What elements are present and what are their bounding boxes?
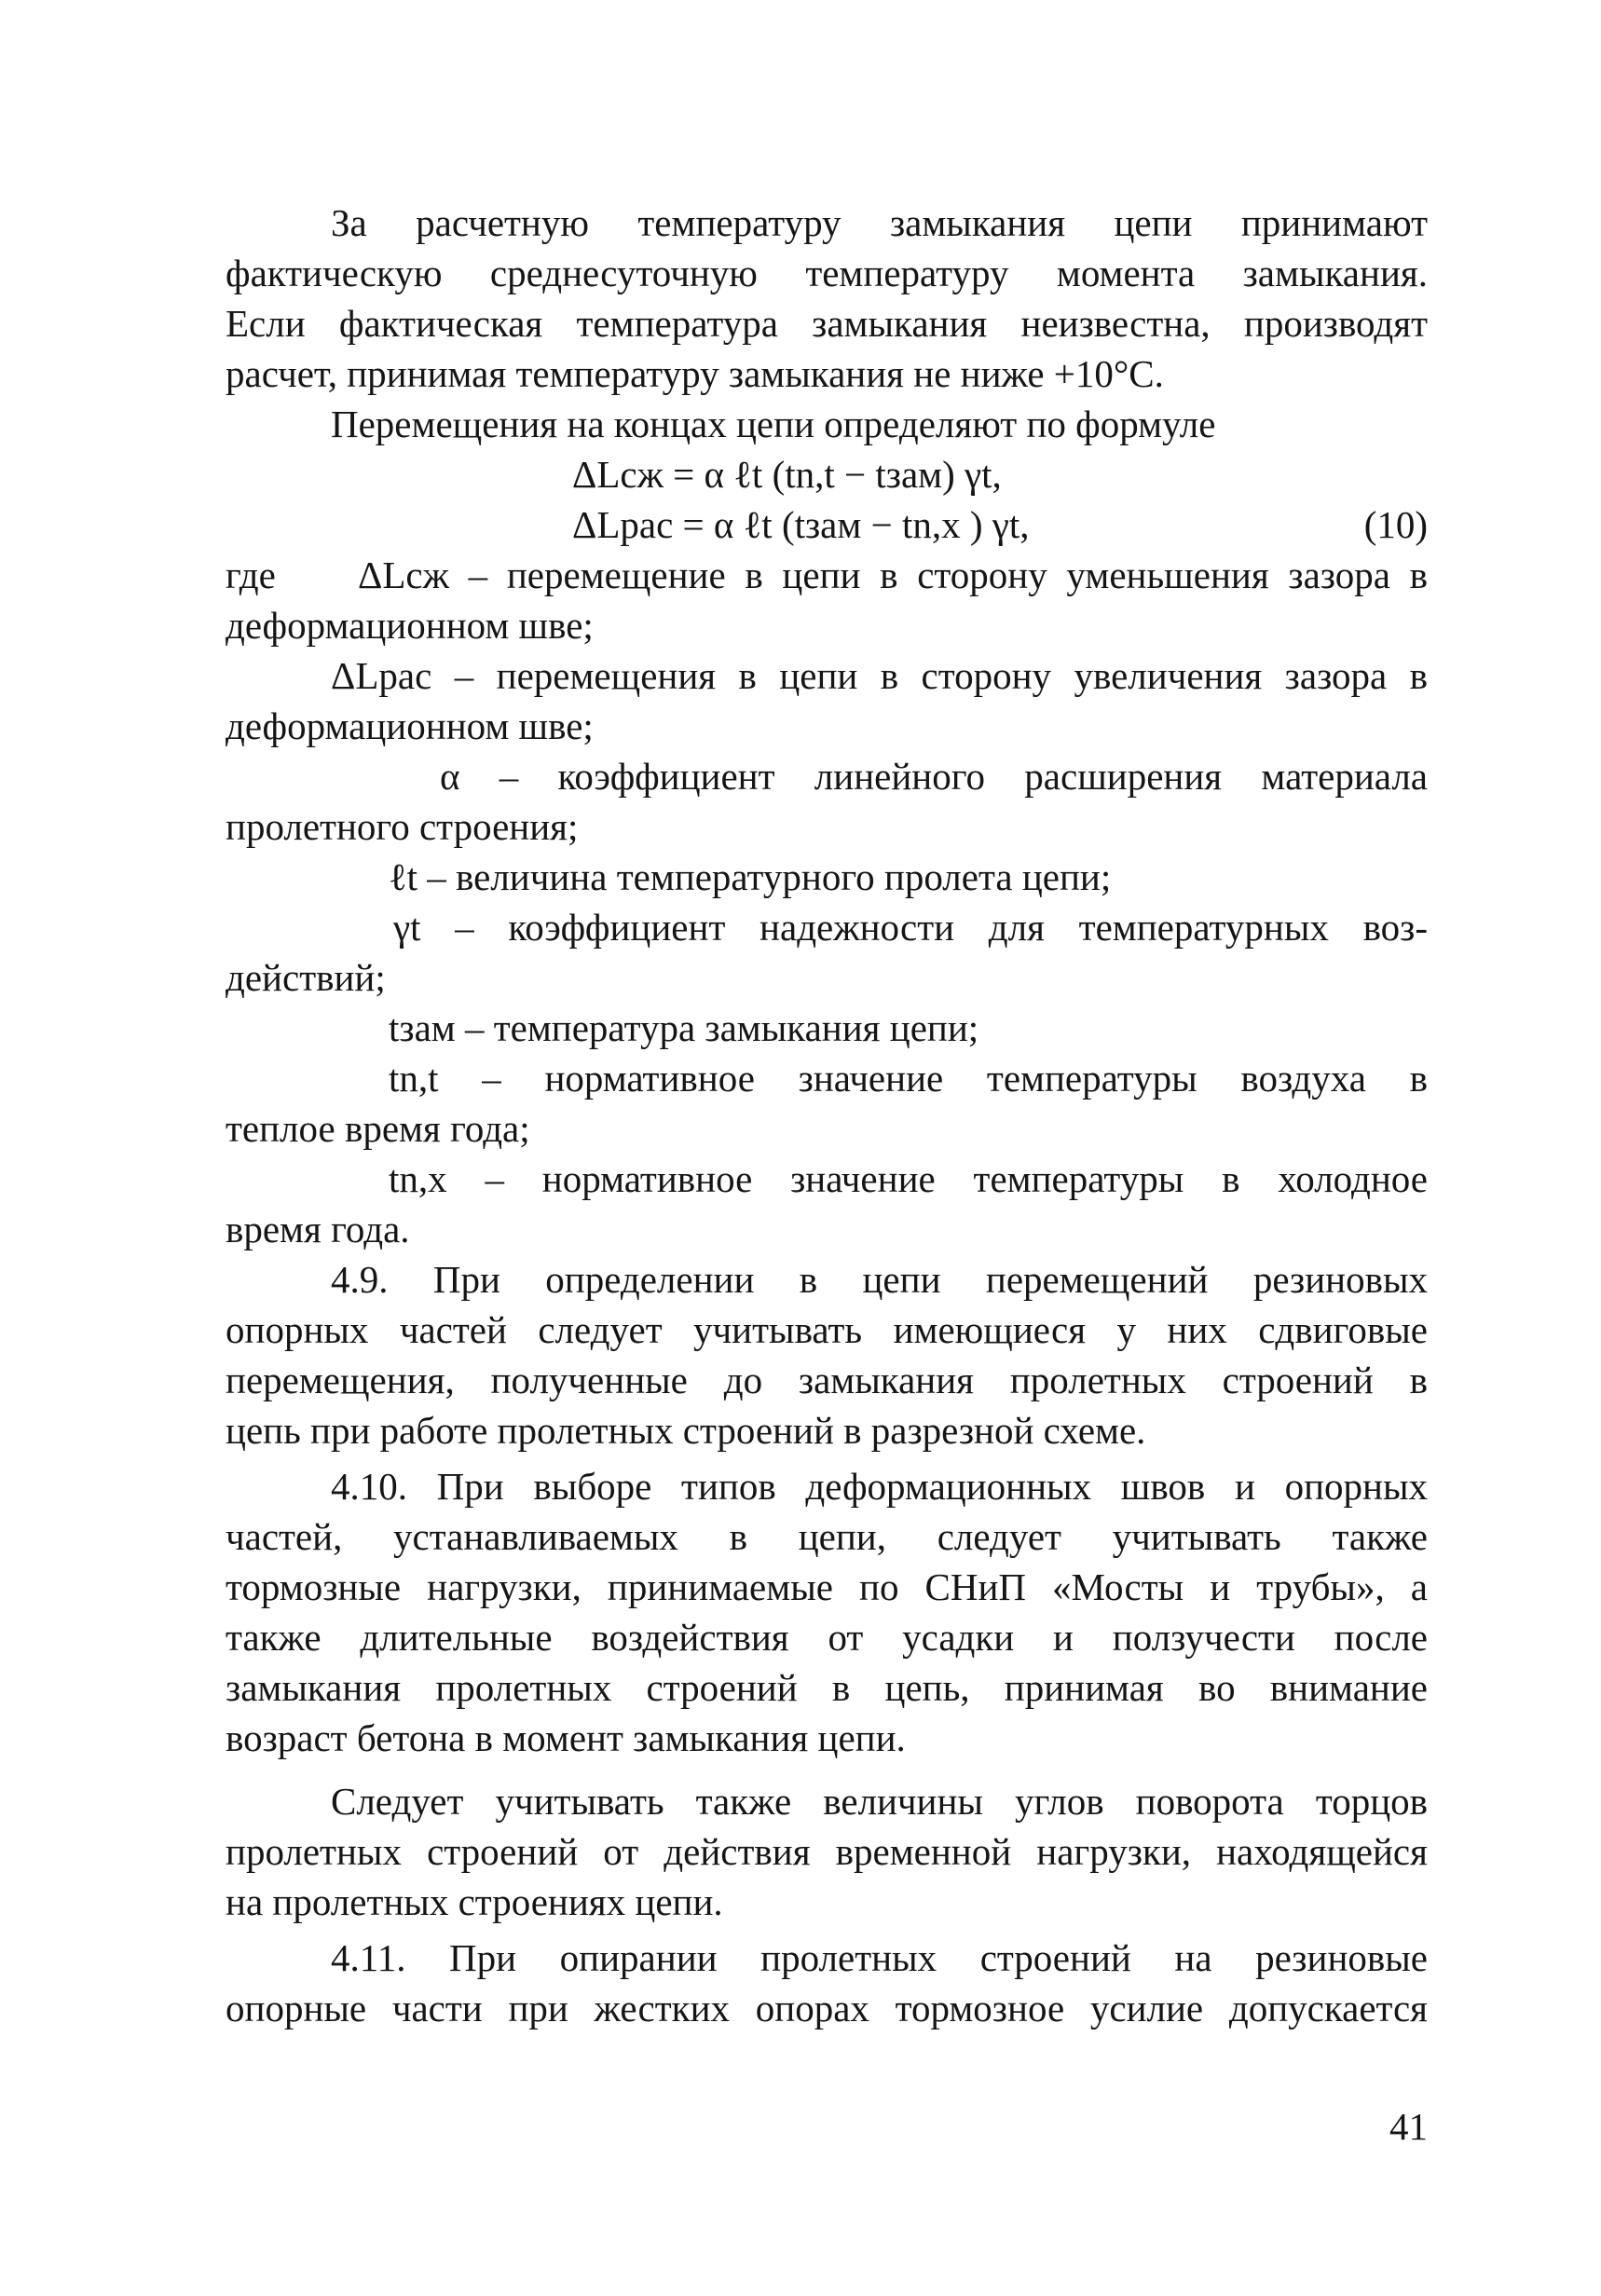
text-line: время года. bbox=[226, 1208, 410, 1250]
paragraph-displacements-intro bbox=[226, 399, 1428, 449]
text-line: Следует учитывать также величины углов поворота торцов bbox=[331, 1780, 1428, 1823]
text-line: тормозные нагрузки, принимаемые по СНиП «Мосты и трубы», а bbox=[226, 1565, 1428, 1608]
formula-expansion: ΔLрас = α ℓt (tзам − tn,x ) γt, bbox=[572, 503, 1030, 546]
formula-line-2 bbox=[226, 499, 1428, 550]
text-line: действий; bbox=[226, 956, 386, 999]
definition-warm-temp: tn,t – нормативное значение температуры воздуха в bbox=[389, 1057, 1428, 1100]
formula-line-1 bbox=[226, 449, 1428, 499]
text-line: деформационном шве; bbox=[226, 604, 594, 647]
text-line: на пролетных строениях цепи. bbox=[226, 1880, 723, 1923]
paragraph-4-9 bbox=[226, 1254, 1428, 1456]
text-line: возраст бетона в момент замыкания цепи. bbox=[226, 1716, 906, 1759]
formula-block bbox=[226, 449, 1428, 550]
text-line: также длительные воздействия от усадки и ползучести после bbox=[226, 1616, 1428, 1659]
text-line: Если фактическая температура замыкания неизвестна, производят bbox=[226, 302, 1428, 345]
definition-expansion: ΔLрас – перемещения в цепи в сторону увеличения зазора в bbox=[331, 654, 1428, 697]
document-page bbox=[226, 198, 1428, 2033]
where-label: где bbox=[226, 554, 276, 596]
definition-closure-temp: tзам – температура замыкания цепи; bbox=[389, 1006, 979, 1049]
paragraph-4-10 bbox=[226, 1461, 1428, 1763]
paragraph-closure-temperature bbox=[226, 198, 1428, 399]
definitions-list bbox=[226, 550, 1428, 1254]
definition-cold-temp: tn,x – нормативное значение температуры в холодное bbox=[389, 1157, 1428, 1200]
definition-alpha: α – коэффициент линейного расширения материала bbox=[440, 755, 1428, 798]
text-line: расчет, принимая температуру замыкания не ниже +10°С. bbox=[226, 352, 1164, 395]
page-number: 41 bbox=[1389, 2105, 1428, 2148]
paragraph-rotation-angles bbox=[226, 1776, 1428, 1927]
definition-text: ΔLсж – перемещение в цепи в сторону уменьшения зазора в bbox=[358, 554, 1428, 596]
definition-compression bbox=[226, 550, 1428, 600]
text-line: опорные части при жестких опорах тормозное усилие допускается bbox=[226, 1987, 1428, 2030]
text-line: деформационном шве; bbox=[226, 704, 594, 747]
text-line: фактическую среднесуточную температуру момента замыкания. bbox=[226, 252, 1428, 294]
text-line: пролетных строений от действия временной нагрузки, находящейся bbox=[226, 1830, 1428, 1873]
formula-number: (10) bbox=[1363, 503, 1428, 546]
text-line: цепь при работе пролетных строений в разрезной схеме. bbox=[226, 1409, 1146, 1452]
text-line: опорных частей следует учитывать имеющиеся у них сдвиговые bbox=[226, 1308, 1428, 1351]
text-line: 4.9. При определении в цепи перемещений резиновых bbox=[331, 1258, 1428, 1301]
text-line: 4.11. При опирании пролетных строений на резиновые bbox=[331, 1936, 1428, 1979]
text-line: теплое время года; bbox=[226, 1107, 530, 1150]
text-line: 4.10. При выборе типов деформационных швов и опорных bbox=[331, 1465, 1428, 1508]
definition-gamma: γt – коэффициент надежности для температурных воз- bbox=[393, 906, 1428, 949]
text-line: замыкания пролетных строений в цепь, принимая во внимание bbox=[226, 1666, 1428, 1709]
definition-span-length: ℓt – величина температурного пролета цепи; bbox=[389, 855, 1112, 898]
text-line: перемещения, полученные до замыкания пролетных строений в bbox=[226, 1359, 1428, 1401]
paragraph-4-11 bbox=[226, 1933, 1428, 2033]
text-line: За расчетную температуру замыкания цепи принимают bbox=[331, 201, 1428, 244]
text-line: частей, устанавливаемых в цепи, следует учитывать также bbox=[226, 1515, 1428, 1558]
text-line: пролетного строения; bbox=[226, 805, 579, 848]
text-line: Перемещения на концах цепи определяют по формуле bbox=[331, 403, 1216, 445]
formula-compression: ΔLсж = α ℓt (tn,t − tзам) γt, bbox=[572, 453, 1002, 496]
